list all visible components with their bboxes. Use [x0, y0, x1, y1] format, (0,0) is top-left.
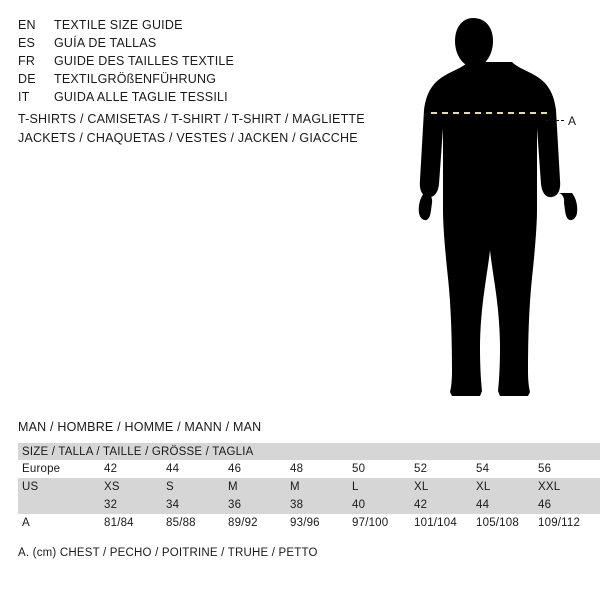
cell: 101/104 [414, 514, 476, 532]
cell: XL [476, 478, 538, 496]
cell: 42 [414, 496, 476, 514]
cell: 46 [228, 460, 290, 478]
cell: 44 [166, 460, 228, 478]
table-row [18, 478, 600, 496]
chest-marker-label: A [568, 114, 577, 128]
cell: L [352, 478, 414, 496]
language-title: TEXTILE SIZE GUIDE [54, 18, 183, 32]
language-title: TEXTILGRÖßENFÜHRUNG [54, 72, 217, 86]
category-line-jackets: JACKETS / CHAQUETAS / VESTES / JACKEN / GIACCHE [18, 131, 358, 145]
footnote-chest-measurement: A. (cm) CHEST / PECHO / POITRINE / TRUHE / PETTO [18, 547, 318, 559]
cell: 85/88 [166, 514, 228, 532]
cell: 50 [352, 460, 414, 478]
language-row [18, 88, 418, 106]
size-table [18, 443, 600, 532]
category-block [18, 110, 438, 148]
cell: 109/112 [538, 514, 600, 532]
language-title: GUÍA DE TALLAS [54, 36, 157, 50]
cell: 54 [476, 460, 538, 478]
language-code: EN [18, 18, 36, 32]
cell: XL [414, 478, 476, 496]
row-label: US [18, 478, 104, 496]
language-code: IT [18, 90, 30, 104]
language-title: GUIDA ALLE TAGLIE TESSILI [54, 90, 228, 104]
cell: 32 [104, 496, 166, 514]
cell: 40 [352, 496, 414, 514]
table-row [18, 496, 600, 514]
cell: 34 [166, 496, 228, 514]
cell: 52 [414, 460, 476, 478]
table-row [18, 514, 600, 532]
table-row-header [18, 443, 600, 460]
row-label [18, 496, 104, 514]
language-code: DE [18, 72, 36, 86]
row-label: A [18, 514, 104, 532]
cell: M [290, 478, 352, 496]
language-row [18, 52, 418, 70]
cell: 97/100 [352, 514, 414, 532]
table-header-label: SIZE / TALLA / TAILLE / GRÖSSE / TAGLIA [18, 443, 600, 460]
language-code: FR [18, 54, 36, 68]
size-table-wrapper [18, 443, 582, 532]
cell: 36 [228, 496, 290, 514]
chest-marker-line [546, 120, 564, 121]
language-row [18, 70, 418, 88]
language-title: GUIDE DES TAILLES TEXTILE [54, 54, 235, 68]
cell: S [166, 478, 228, 496]
category-line-tshirts: T-SHIRTS / CAMISETAS / T-SHIRT / T-SHIRT / MAGLIETTE [18, 112, 365, 126]
cell: 46 [538, 496, 600, 514]
cell: XS [104, 478, 166, 496]
cell: 81/84 [104, 514, 166, 532]
language-row [18, 16, 418, 34]
row-label: Europe [18, 460, 104, 478]
cell: 89/92 [228, 514, 290, 532]
language-header-block [18, 16, 418, 106]
table-row [18, 460, 600, 478]
language-row [18, 34, 418, 52]
section-title-man: MAN / HOMBRE / HOMME / MANN / MAN [18, 420, 262, 434]
cell: 48 [290, 460, 352, 478]
cell: 44 [476, 496, 538, 514]
body-silhouette [400, 10, 600, 410]
cell: 105/108 [476, 514, 538, 532]
cell: 42 [104, 460, 166, 478]
cell: 56 [538, 460, 600, 478]
cell: 93/96 [290, 514, 352, 532]
cell: XXL [538, 478, 600, 496]
cell: 38 [290, 496, 352, 514]
cell: M [228, 478, 290, 496]
language-code: ES [18, 36, 36, 50]
